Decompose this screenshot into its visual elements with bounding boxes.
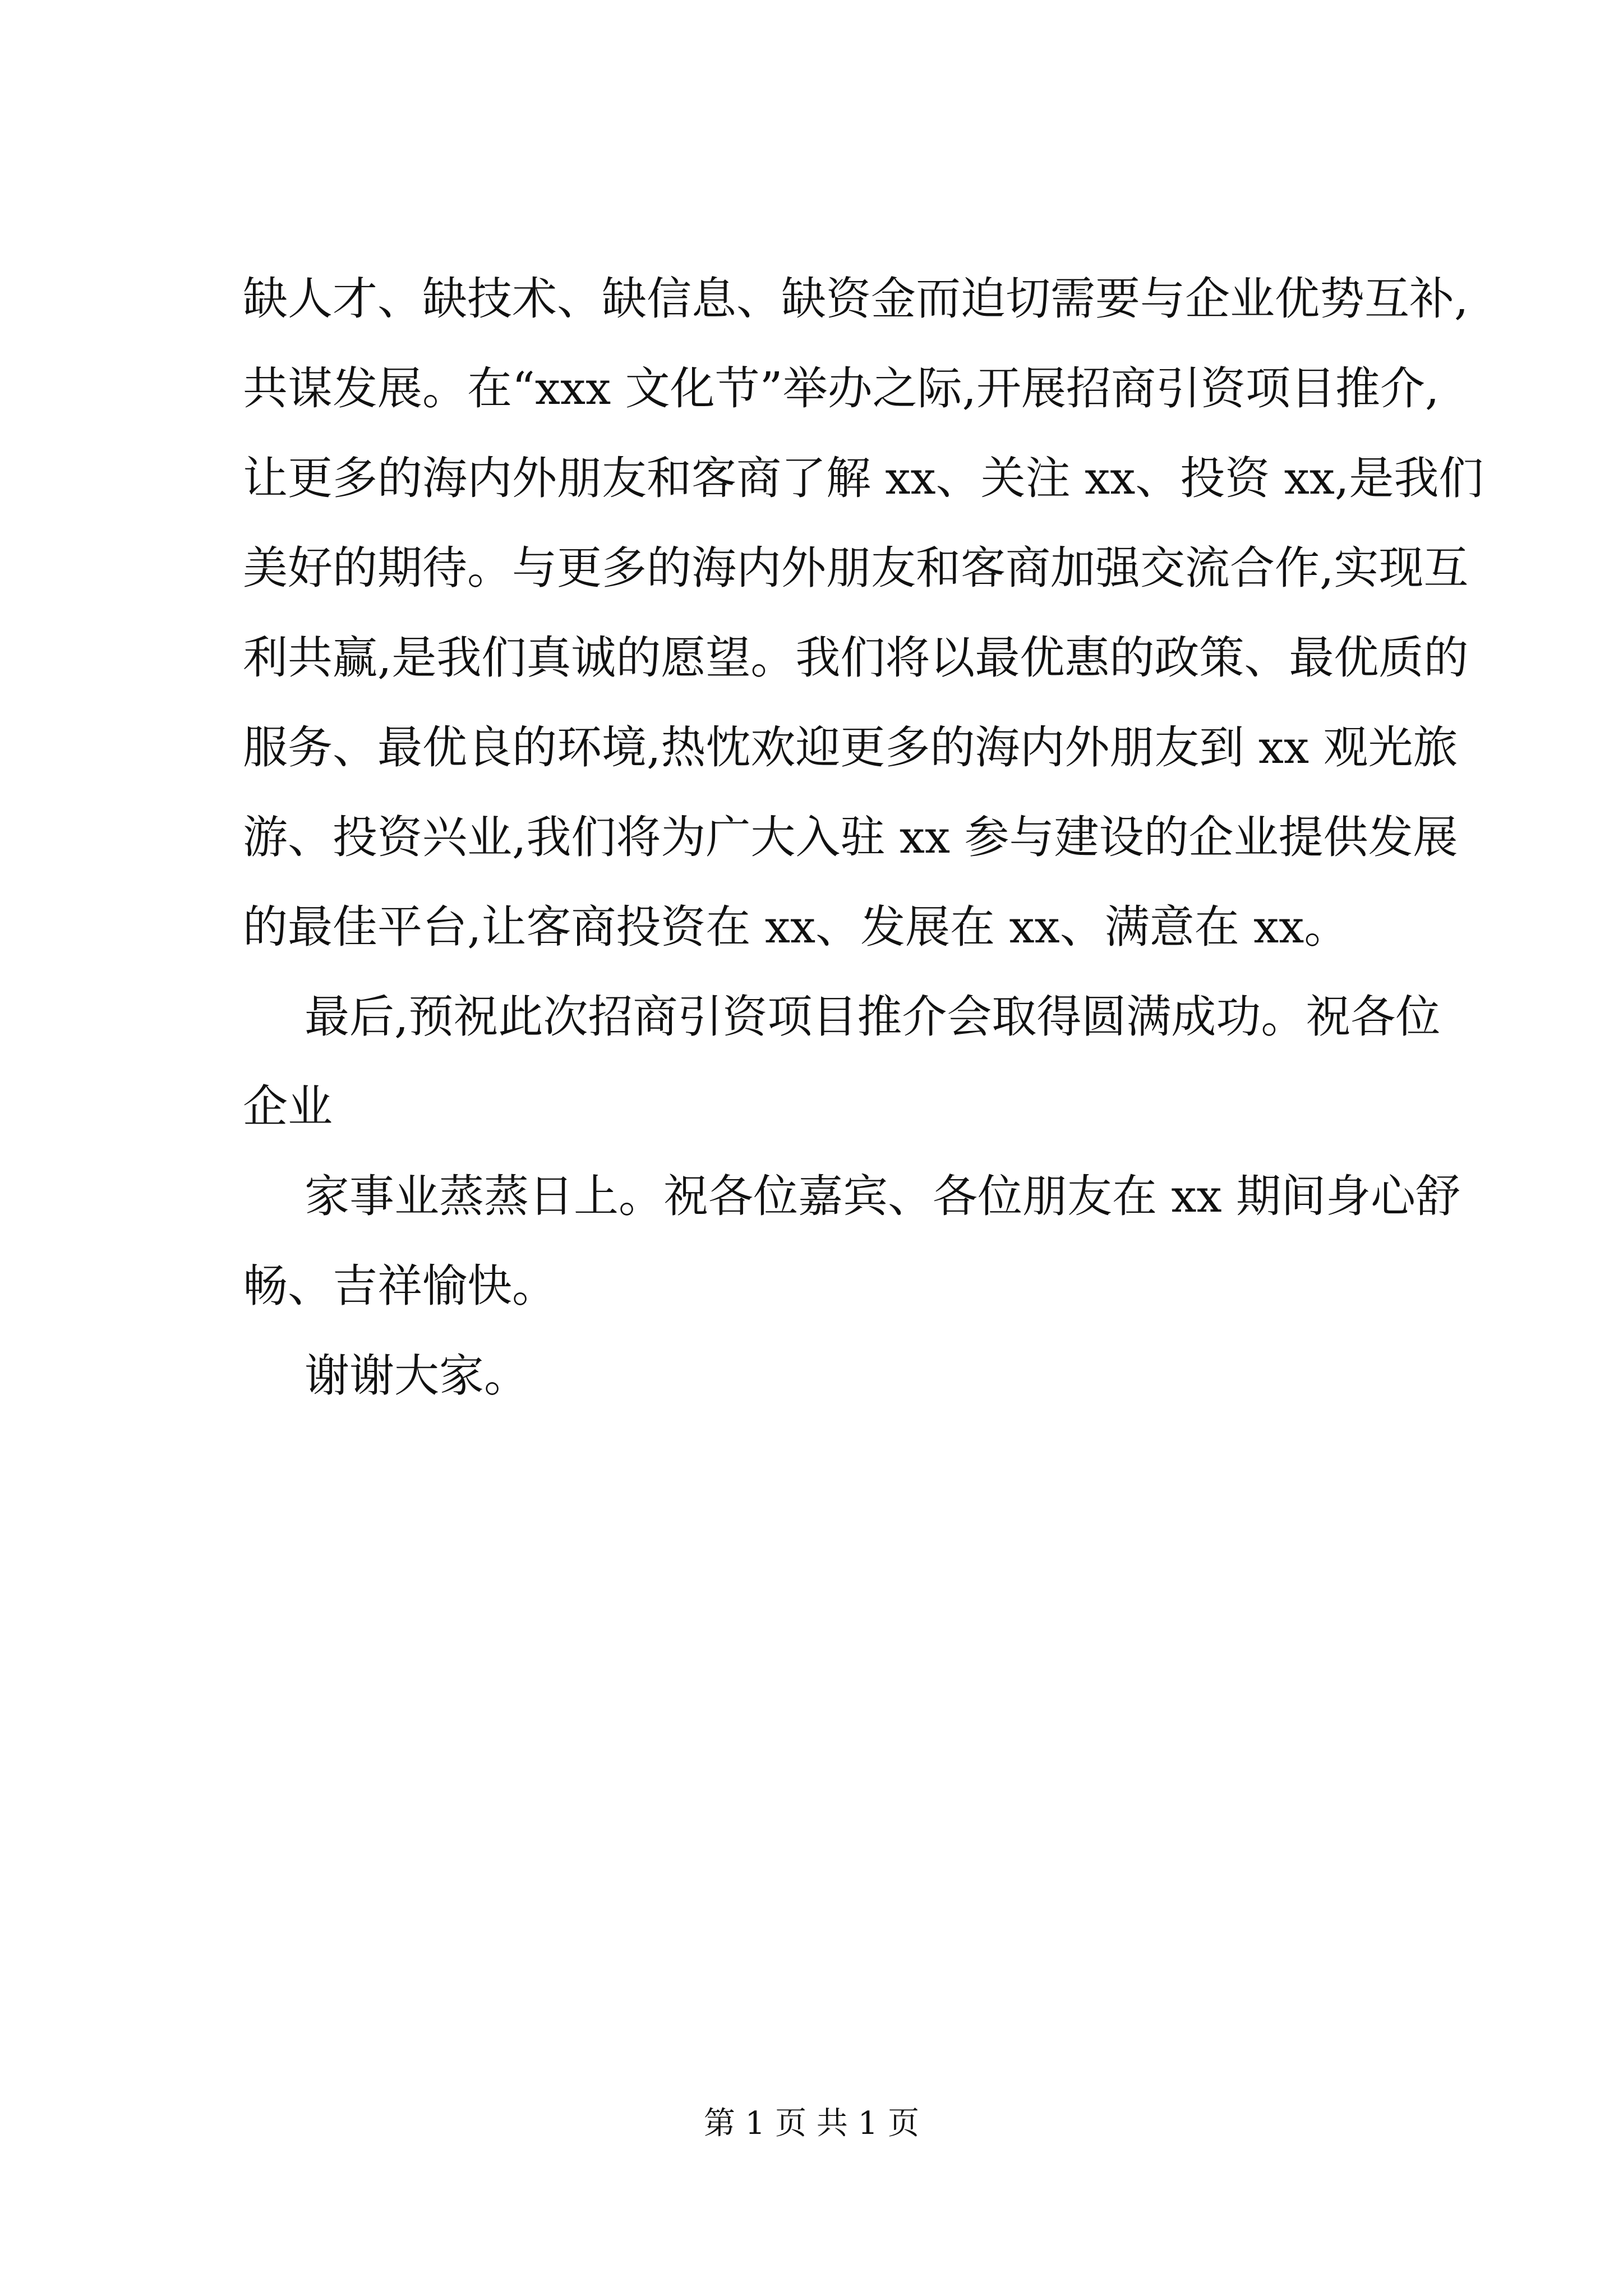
body-text-line: 美好的期待。与更多的海内外朋友和客商加强交流合作,实现互 bbox=[243, 542, 1469, 594]
body-text-line: 谢谢大家。 bbox=[305, 1350, 529, 1402]
body-text-line: 最后,预祝此次招商引资项目推介会取得圆满成功。祝各位 bbox=[305, 991, 1441, 1043]
body-text-line: 让更多的海内外朋友和客商了解 xx、关注 xx、投资 xx,是我们 bbox=[243, 452, 1484, 504]
page-number-footer: 第 1 页 共 1 页 bbox=[703, 2105, 920, 2142]
body-text-line: 利共赢,是我们真诚的愿望。我们将以最优惠的政策、最优质的 bbox=[243, 632, 1469, 684]
body-text-line: 游、投资兴业,我们将为广大入驻 xx 参与建设的企业提供发展 bbox=[243, 811, 1458, 863]
body-text-line: 企业 bbox=[243, 1080, 333, 1133]
body-text-line: 的最佳平台,让客商投资在 xx、发展在 xx、满意在 xx。 bbox=[243, 901, 1349, 953]
body-text-line: 缺人才、缺技术、缺信息、缺资金而迫切需要与企业优势互补, bbox=[243, 273, 1469, 325]
body-text-line: 服务、最优良的环境,热忱欢迎更多的海内外朋友到 xx 观光旅 bbox=[243, 721, 1458, 774]
body-text-line: 共谋发展。在“xxx 文化节”举办之际,开展招商引资项目推介, bbox=[243, 362, 1440, 415]
body-text-line: 家事业蒸蒸日上。祝各位嘉宾、各位朋友在 xx 期间身心舒 bbox=[305, 1170, 1461, 1222]
body-text-line: 畅、吉祥愉快。 bbox=[243, 1260, 557, 1312]
